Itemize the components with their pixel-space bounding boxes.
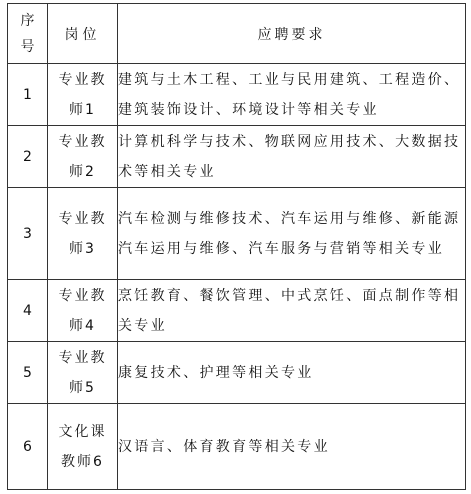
row-requirements: 烹饪教育、餐饮管理、中式烹饪、面点制作等相关专业 [118, 280, 466, 342]
row-no: 6 [8, 404, 48, 490]
row-no: 1 [8, 64, 48, 126]
row-requirements: 汽车检测与维修技术、汽车运用与维修、新能源汽车运用与维修、汽车服务与营销等相关专业 [118, 188, 466, 280]
header-post: 岗位 [48, 4, 118, 64]
header-no-label: 序号 [20, 12, 35, 55]
row-no: 3 [8, 188, 48, 280]
header-requirements: 应聘要求 [118, 4, 466, 64]
row-post [48, 404, 118, 490]
table-row [8, 126, 466, 188]
row-post [48, 64, 118, 126]
row-requirements: 建筑与土木工程、工业与民用建筑、工程造价、建筑装饰设计、环境设计等相关专业 [118, 64, 466, 126]
row-post-label: 专业教师3 [58, 210, 107, 257]
header-no [8, 4, 48, 64]
row-post [48, 126, 118, 188]
row-post-label: 专业教师1 [58, 71, 107, 118]
table-row [8, 342, 466, 404]
table-row [8, 280, 466, 342]
row-no: 2 [8, 126, 48, 188]
row-post-label: 专业教师4 [58, 287, 107, 334]
row-post [48, 188, 118, 280]
recruitment-table [7, 3, 466, 490]
table-header-row [8, 4, 466, 64]
row-post [48, 342, 118, 404]
row-post-label: 专业教师2 [58, 133, 107, 180]
table-row [8, 188, 466, 280]
row-requirements: 计算机科学与技术、物联网应用技术、大数据技术等相关专业 [118, 126, 466, 188]
row-post [48, 280, 118, 342]
table-row [8, 404, 466, 490]
row-no: 5 [8, 342, 48, 404]
row-requirements: 康复技术、护理等相关专业 [118, 342, 466, 404]
row-no: 4 [8, 280, 48, 342]
table-row [8, 64, 466, 126]
row-requirements: 汉语言、体育教育等相关专业 [118, 404, 466, 490]
row-post-label: 文化课教师6 [58, 423, 107, 470]
row-post-label: 专业教师5 [58, 349, 107, 396]
